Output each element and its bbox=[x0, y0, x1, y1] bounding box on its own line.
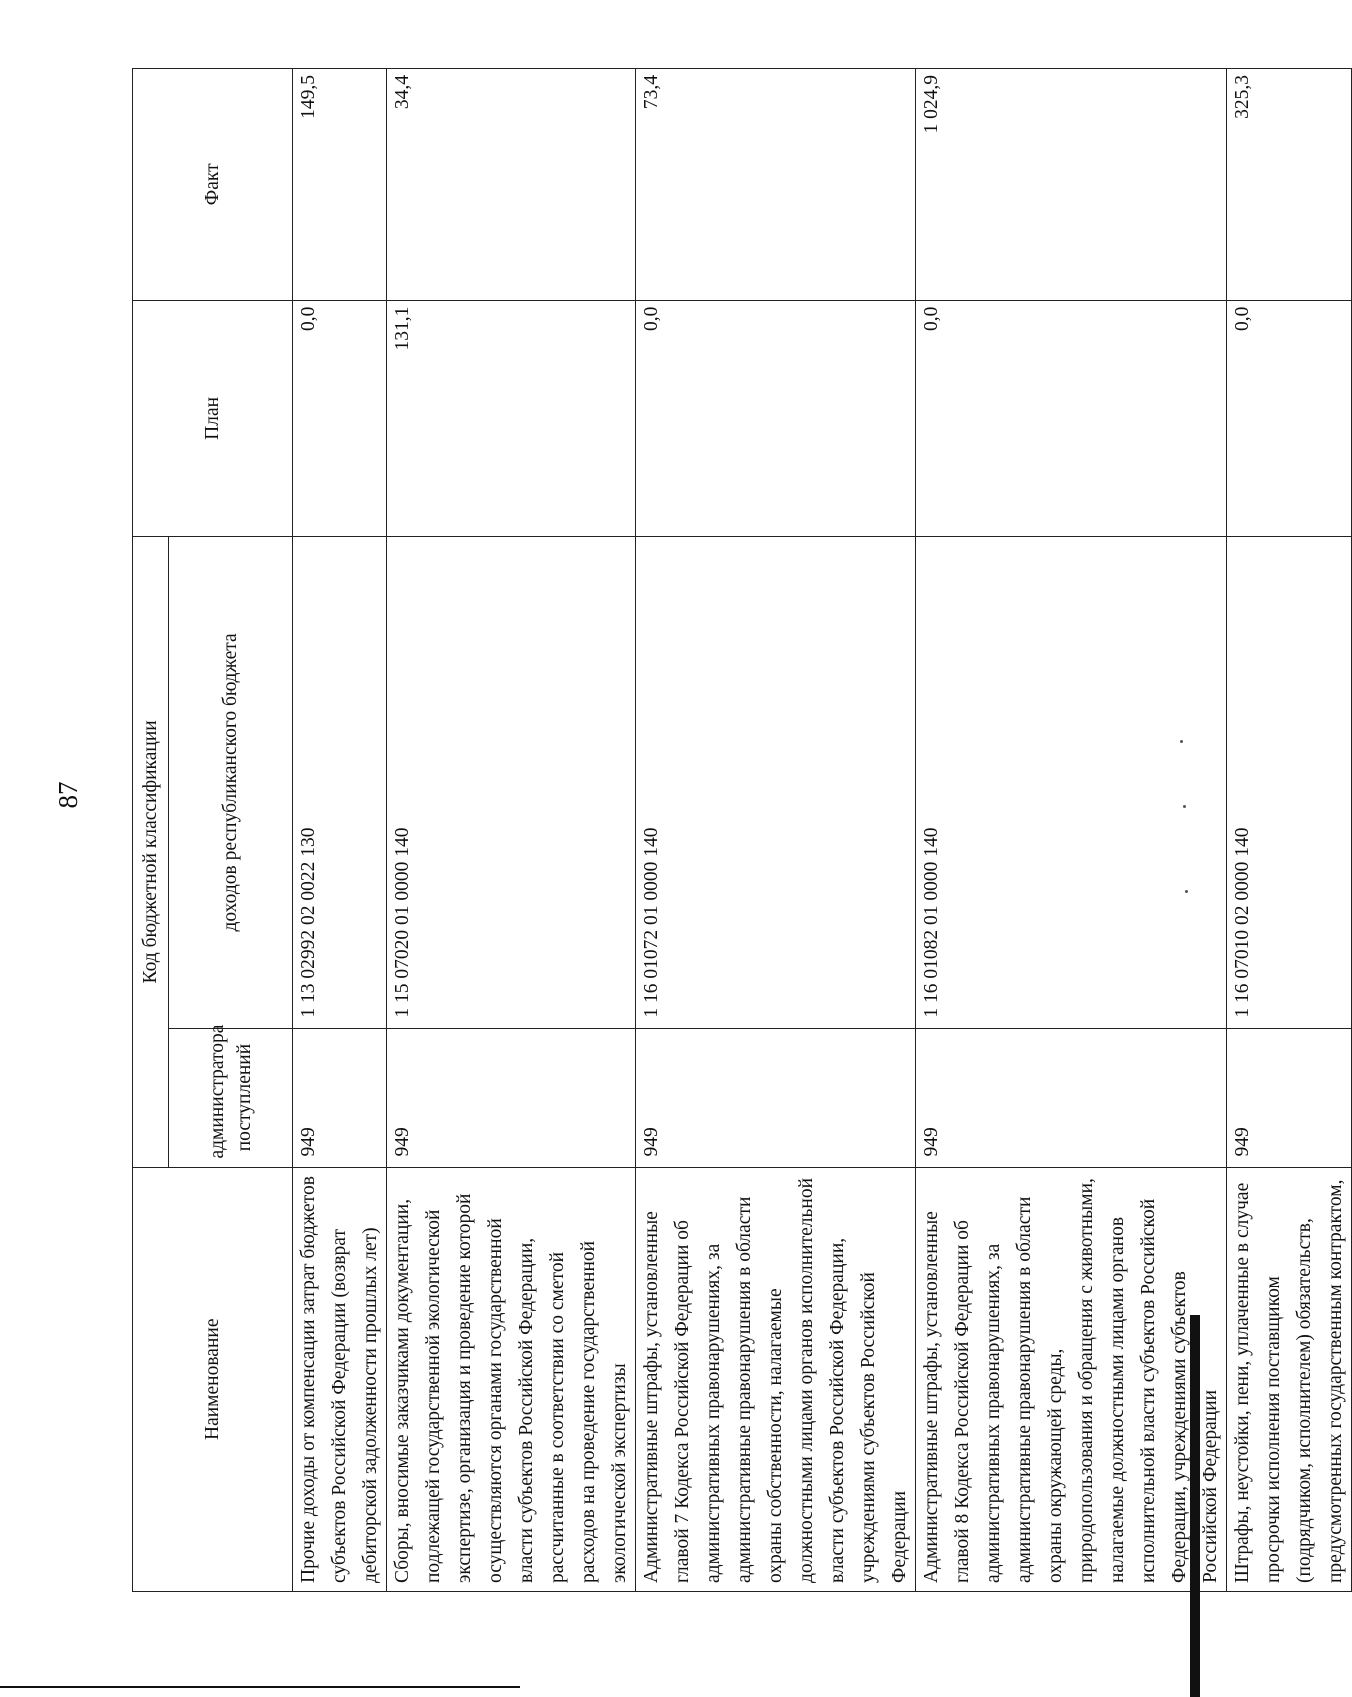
row-admin-code: 949 bbox=[387, 1028, 636, 1167]
row-name: Административные штрафы, установленные главой 7 Кодекса Российской Федерации об административных правонарушениях, за административные правонарушения в области охраны собственности, налагаемые должностными лицами органов исполнительной власти субъектов Российской Федерации, учреждениями субъектов Российской Федерации bbox=[636, 1167, 916, 1591]
row-income-code: 1 15 07020 01 0000 140 bbox=[387, 537, 636, 1028]
row-income-code: 1 16 01072 01 0000 140 bbox=[636, 537, 916, 1028]
row-name: Административные штрафы, установленные главой 8 Кодекса Российской Федерации об административных правонарушениях, за административные правонарушения в области охраны окружающей среды, природопользования и обращения с животными, налагаемые должностными лицами органов исполнительной власти субъектов Российской Федерации, учреждениями субъектов Российской Федерации bbox=[916, 1167, 1227, 1591]
row-income-code: 1 16 07010 02 0000 140 bbox=[1227, 537, 1352, 1028]
page-number: 87 bbox=[52, 781, 83, 809]
row-admin-code: 949 bbox=[916, 1028, 1227, 1167]
budget-table bbox=[132, 68, 1352, 1592]
rotated-table-container bbox=[132, 68, 1346, 1592]
row-name: Штрафы, неустойки, пени, уплаченные в случае просрочки исполнения поставщиком (подрядчиком, исполнителем) обязательств, предусмотренных государственным контрактом, bbox=[1227, 1167, 1352, 1591]
row-fact: 73,4 bbox=[636, 69, 916, 301]
row-admin-code: 949 bbox=[293, 1028, 387, 1167]
row-plan: 0,0 bbox=[293, 300, 387, 537]
scan-right-edge bbox=[1190, 1315, 1200, 1697]
row-fact: 325,3 bbox=[1227, 69, 1352, 301]
row-fact: 34,4 bbox=[387, 69, 636, 301]
row-plan: 0,0 bbox=[916, 300, 1227, 537]
row-fact: 1 024,9 bbox=[916, 69, 1227, 301]
scan-bottom-edge bbox=[0, 1686, 520, 1688]
scan-speck bbox=[1185, 890, 1188, 893]
header-name: Наименование bbox=[133, 1167, 293, 1591]
table-row bbox=[916, 69, 1227, 1592]
header-admin: администратора поступлений bbox=[169, 1028, 293, 1167]
header-code-group: Код бюджетной классификации bbox=[133, 537, 169, 1167]
table-row bbox=[293, 69, 387, 1592]
table-row bbox=[387, 69, 636, 1592]
row-admin-code: 949 bbox=[636, 1028, 916, 1167]
scan-speck bbox=[1183, 805, 1186, 808]
row-income-code: 1 16 01082 01 0000 140 bbox=[916, 537, 1227, 1028]
header-plan: План bbox=[133, 300, 293, 537]
row-name: Сборы, вносимые заказчиками документации, подлежащей государственной экологической экспертизе, организация и проведение которой осуществляются органами государственной власти субъектов Российской Федерации, рассчитанные в соответствии со сметой расходов на проведение государственной экологической экспертизы bbox=[387, 1167, 636, 1591]
row-admin-code: 949 bbox=[1227, 1028, 1352, 1167]
header-fact: Факт bbox=[133, 69, 293, 301]
header-income: доходов республиканского бюджета bbox=[169, 537, 293, 1028]
row-plan: 131,1 bbox=[387, 300, 636, 537]
row-name: Прочие доходы от компенсации затрат бюджетов субъектов Российской Федерации (возврат дебиторской задолженности прошлых лет) bbox=[293, 1167, 387, 1591]
row-fact: 149,5 bbox=[293, 69, 387, 301]
scan-speck bbox=[1180, 740, 1183, 743]
table-row bbox=[1227, 69, 1352, 1592]
row-plan: 0,0 bbox=[1227, 300, 1352, 537]
row-plan: 0,0 bbox=[636, 300, 916, 537]
table-row bbox=[636, 69, 916, 1592]
row-income-code: 1 13 02992 02 0022 130 bbox=[293, 537, 387, 1028]
